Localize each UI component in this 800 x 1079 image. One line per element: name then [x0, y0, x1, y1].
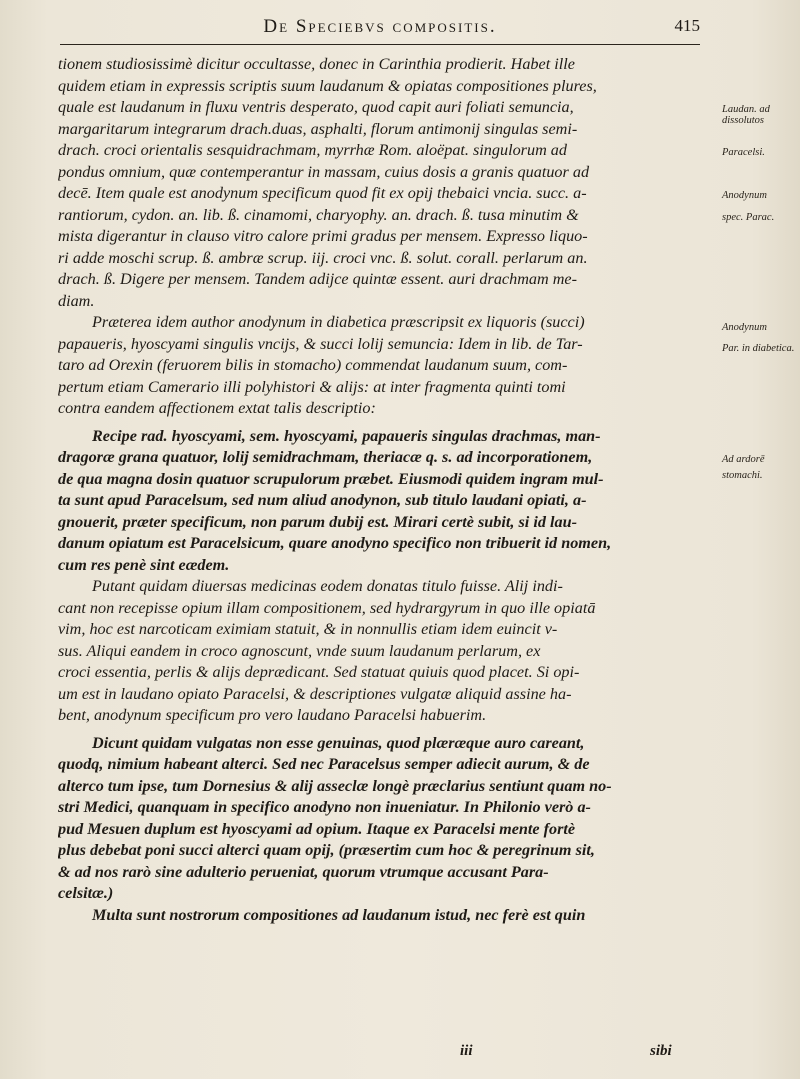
text-line: decē. Item quale est anodynum specificum quod fit ex opij thebaici vncia. succ. a- — [58, 184, 587, 202]
text-line: pertum etiam Camerario illi polyhistori & alijs: at inter fragmenta quinti tomi — [58, 377, 566, 396]
text-line: bent, anodynum specificum pro vero laudano Paracelsi habuerim. — [58, 706, 487, 724]
text-line: papaueris, hyoscyami singulis vncijs, & succi lolij semuncia: Idem in lib. de Tar- — [58, 334, 583, 353]
marginal-note: Par. in diabetica. — [722, 343, 795, 354]
text-line: vim, hoc est narcoticam eximiam statuit, & in nonnullis etiam idem euincit v- — [58, 620, 558, 638]
text-line: contra eandem affectionem extat talis descriptio: — [58, 399, 376, 417]
text-line: um est in laudano opiato Paracelsi, & descriptiones vulgatæ aliquid assine ha- — [58, 684, 572, 703]
text-line: quidem etiam in expressis scriptis suum laudanum & opiatas compositiones plures, — [58, 76, 597, 95]
marginal-note: Ad ardorē — [722, 454, 765, 465]
page-header — [60, 14, 700, 48]
recipe-paragraph — [58, 426, 718, 577]
paragraph-1 — [58, 54, 718, 312]
text-line: alterco tum ipse, tum Dornesius & alij asseclæ longè præclarius sentiunt quam no- — [58, 776, 612, 795]
text-line: sus. Aliqui eandem in croco agnoscunt, vnde suum laudanum perlarum, ex — [58, 641, 541, 660]
text-line: gnouerit, præter specificum, non parum dubij est. Mirari certè subit, si id lau- — [58, 512, 577, 531]
text-line: danum opiatum est Paracelsicum, quare anodyno specifico non tribuerit id nomen, — [58, 534, 612, 552]
text-line: drach. ß. Digere per mensem. Tandem adijce quintæ essent. auri drachmam me- — [58, 270, 577, 288]
text-line: Recipe rad. hyoscyami, sem. hyoscyami, papaueris singulas drachmas, man- — [92, 426, 601, 445]
text-line: ri adde moschi scrup. ß. ambræ scrup. iij. croci vnc. ß. solut. corall. perlarum an. — [58, 248, 588, 267]
text-line: Dicunt quidam vulgatas non esse genuinas, quod plæræque auro careant, — [92, 733, 585, 752]
text-line: quodq, nimium habeant alterci. Sed nec Paracelsus semper adiecit aurum, & de — [58, 755, 590, 773]
text-line: & ad nos rarò sine adulterio perueniat, quorum vtrumque accusant Para- — [58, 862, 549, 881]
marginal-note: Paracelsi. — [722, 147, 765, 158]
text-line: celsitæ.) — [58, 884, 114, 902]
paragraph-5 — [58, 733, 718, 905]
header-rule — [60, 44, 700, 45]
text-line: pud Mesuen duplum est hyoscyami ad opium. Itaque ex Paracelsi mente fortè — [58, 819, 576, 838]
text-line: cum res penè sint eædem. — [58, 555, 230, 574]
text-line: dragoræ grana quatuor, lolij semidrachmam, theriacæ q. s. ad incorporationem, — [58, 448, 593, 466]
text-line: pondus omnium, quæ contemperantur in massam, cuius dosis a granis quatuor ad — [58, 162, 590, 181]
marginal-note: Laudan. ad dissolutos — [722, 104, 770, 126]
marginal-note: Anodynum — [722, 322, 767, 333]
marginal-note: stomachi. — [722, 470, 763, 481]
text-line: tionem studiosissimè dicitur occultasse, donec in Carinthia prodierit. Habet ille — [58, 55, 575, 73]
text-line: Præterea idem author anodynum in diabetica præscripsit ex liquoris (succi) — [92, 313, 585, 331]
text-line: croci essentia, perlis & alijs deprædicant. Sed statuat quiuis quod placet. Si opi- — [58, 663, 580, 681]
text-line: mista digerantur in clauso vitro calore primi gradus per mensem. Expresso liquo- — [58, 227, 588, 245]
text-line: Multa sunt nostrorum compositiones ad laudanum istud, nec ferè est quin — [92, 905, 586, 924]
text-line: rantiorum, cydon. an. lib. ß. cinamomi, charyophy. an. drach. ß. tusa minutim & — [58, 205, 579, 224]
paragraph-6 — [58, 905, 718, 927]
text-line: plus debebat poni succi alterci quam opij, (præsertim cum hoc & peregrinum sit, — [58, 841, 595, 859]
paragraph-2 — [58, 312, 718, 420]
marginal-note: spec. Parac. — [722, 212, 775, 223]
text-line: stri Medici, quanquam in specifico anodyno non inueniatur. In Philonio verò a- — [58, 798, 591, 816]
text-line: diam. — [58, 291, 95, 310]
text-line: cant non recepisse opium illam compositionem, sed hydrargyrum in quo ille opiatā — [58, 598, 596, 617]
text-line: Putant quidam diuersas medicinas eodem donatas titulo fuisse. Alij indi- — [92, 577, 563, 595]
text-line: taro ad Orexin (feruorem bilis in stomacho) commendat laudanum suum, com- — [58, 356, 568, 374]
text-line: margaritarum integrarum drach.duas, asphalti, florum antimonij singulas semi- — [58, 119, 578, 138]
signature-mark: iii — [460, 1043, 473, 1059]
text-line: quale est laudanum in fluxu ventris desperato, quod capit auri foliati semuncia, — [58, 98, 574, 116]
body-text — [58, 54, 718, 926]
marginal-note: Anodynum — [722, 190, 767, 201]
paragraph-4 — [58, 576, 718, 727]
page-number: 415 — [674, 16, 700, 35]
text-line: ta sunt apud Paracelsum, sed num aliud anodynon, sub titulo laudani opiati, a- — [58, 491, 587, 509]
running-title: De Speciebvs compositis. — [263, 16, 497, 37]
text-line: de qua magna dosin quatuor scrupulorum præbet. Eiusmodi quidem ingram mul- — [58, 469, 604, 488]
text-line: drach. croci orientalis sesquidrachmam, myrrhæ Rom. aloëpat. singulorum ad — [58, 141, 567, 159]
catchword: sibi — [650, 1043, 672, 1059]
